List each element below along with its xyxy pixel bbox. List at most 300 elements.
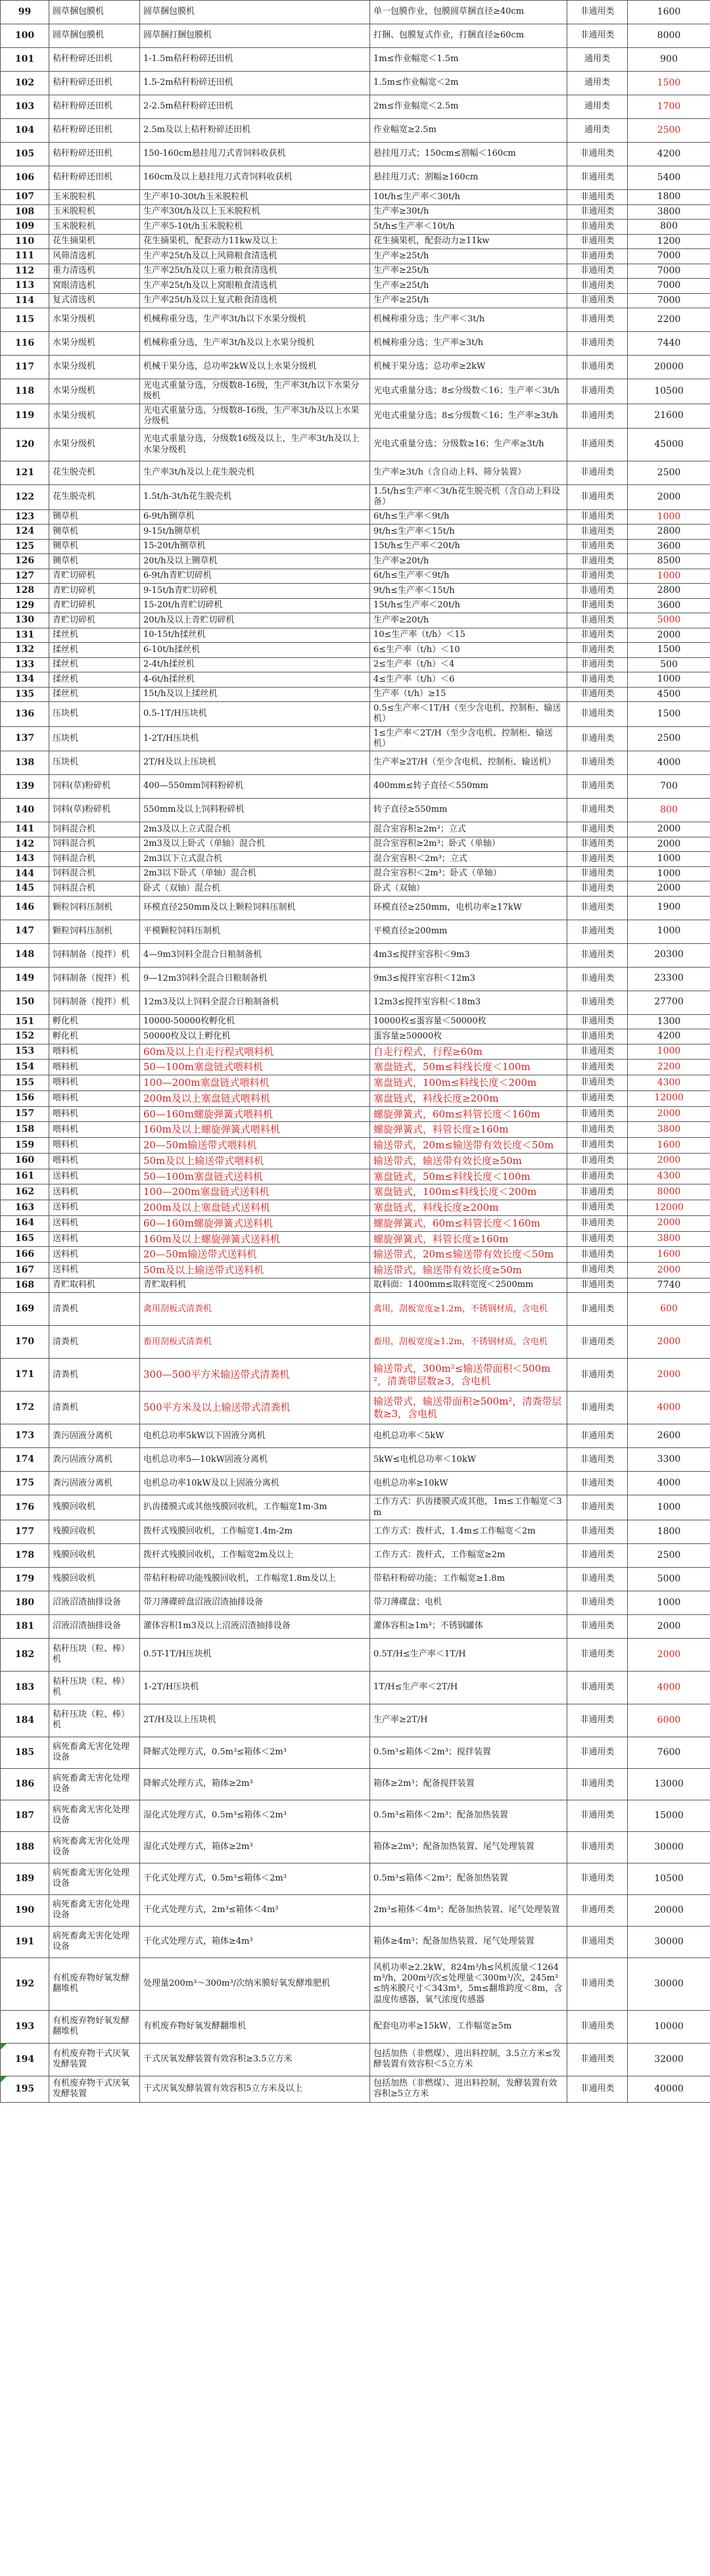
table-row bbox=[1, 1926, 710, 1957]
universal-type: 非通用类 bbox=[567, 2010, 628, 2043]
universal-type: 非通用类 bbox=[567, 143, 628, 166]
machine-category: 揉丝机 bbox=[49, 672, 140, 688]
universal-type: 非通用类 bbox=[567, 598, 628, 613]
table-row bbox=[1, 1169, 710, 1184]
grade-name: 20—50m输送带式送料机 bbox=[140, 1247, 370, 1263]
basic-spec: 12m3≤搅拌室容积＜18m3 bbox=[370, 991, 567, 1014]
subsidy-amount: 4300 bbox=[628, 1169, 710, 1184]
subsidy-amount: 600 bbox=[628, 1293, 710, 1326]
basic-spec: 10t/h≤生产率＜30t/h bbox=[370, 190, 567, 205]
grade-name: 1-2T/H压块机 bbox=[140, 726, 370, 751]
table-row bbox=[1, 190, 710, 205]
basic-spec: 包括加热（非燃煤）、进出料控制，3.5立方米≤发酵装置有效容积＜5立方米 bbox=[370, 2043, 567, 2076]
grade-name: 9-15t/h铡草机 bbox=[140, 525, 370, 540]
machine-category: 揉丝机 bbox=[49, 687, 140, 702]
basic-spec: 输送带式，输送带面积≥500m²，清粪带层数≥3，含电机 bbox=[370, 1392, 567, 1424]
table-row bbox=[1, 1567, 710, 1591]
machine-category: 病死畜禽无害化处理设备 bbox=[49, 1768, 140, 1800]
grade-name: 干化式处理方式，箱体≥4m³ bbox=[140, 1926, 370, 1957]
universal-type: 非通用类 bbox=[567, 1543, 628, 1567]
grade-name: 环模直径250mm及以上颗粒饲料压制机 bbox=[140, 896, 370, 920]
grade-name: 300—500平方米输送带式清粪机 bbox=[140, 1359, 370, 1392]
machine-category: 压块机 bbox=[49, 726, 140, 751]
subsidy-amount: 7000 bbox=[628, 249, 710, 264]
table-row bbox=[1, 943, 710, 967]
basic-spec: 打捆、包膜复式作业，打捆直径≥60cm bbox=[370, 24, 567, 48]
subsidy-amount: 7000 bbox=[628, 293, 710, 308]
grade-name: 湿化式处理方式，0.5m³≤箱体＜2m³ bbox=[140, 1800, 370, 1831]
basic-spec: 1m≤作业幅宽＜1.5m bbox=[370, 48, 567, 72]
subsidy-amount: 8000 bbox=[628, 24, 710, 48]
grade-name: 20—50m输送带式喂料机 bbox=[140, 1138, 370, 1154]
universal-type: 非通用类 bbox=[567, 1567, 628, 1591]
grade-name: 机械称重分选，生产率3t/h及以上水果分级机 bbox=[140, 332, 370, 356]
grade-name: 2-4t/h揉丝机 bbox=[140, 657, 370, 672]
row-number: 112 bbox=[1, 264, 49, 279]
basic-spec: 9t/h≤生产率＜15t/h bbox=[370, 584, 567, 599]
universal-type: 非通用类 bbox=[567, 1326, 628, 1359]
subsidy-amount: 1700 bbox=[628, 95, 710, 119]
table-row bbox=[1, 569, 710, 584]
subsidy-amount: 2500 bbox=[628, 1543, 710, 1567]
table-row bbox=[1, 24, 710, 48]
grade-name: 1-2T/H压块机 bbox=[140, 1671, 370, 1704]
row-number: 149 bbox=[1, 967, 49, 991]
table-row bbox=[1, 1215, 710, 1231]
subsidy-amount: 20000 bbox=[628, 1894, 710, 1926]
basic-spec: 混合室容积＜2m³；卧式（单轴） bbox=[370, 866, 567, 881]
universal-type: 非通用类 bbox=[567, 613, 628, 628]
grade-name: 卧式（双轴）混合机 bbox=[140, 881, 370, 897]
machine-category: 压块机 bbox=[49, 751, 140, 775]
machine-category: 粪污固液分离机 bbox=[49, 1472, 140, 1495]
basic-spec: 0.5m³≤箱体＜2m³；配备加热装置 bbox=[370, 1863, 567, 1894]
subsidy-amount: 2000 bbox=[628, 822, 710, 837]
grade-name: 2T/H及以上压块机 bbox=[140, 1704, 370, 1737]
row-number: 163 bbox=[1, 1200, 49, 1216]
table-row bbox=[1, 837, 710, 852]
subsidy-amount: 1000 bbox=[628, 672, 710, 688]
subsidy-amount: 20300 bbox=[628, 943, 710, 967]
universal-type: 非通用类 bbox=[567, 2043, 628, 2076]
universal-type: 非通用类 bbox=[567, 822, 628, 837]
universal-type: 非通用类 bbox=[567, 220, 628, 235]
table-row bbox=[1, 1247, 710, 1263]
table-row bbox=[1, 613, 710, 628]
table-row bbox=[1, 672, 710, 688]
table-body bbox=[1, 1, 710, 2103]
row-number: 124 bbox=[1, 525, 49, 540]
subsidy-amount: 27700 bbox=[628, 991, 710, 1014]
machine-category: 秸秆压块（粒、棒）机 bbox=[49, 1638, 140, 1671]
subsidy-amount: 1200 bbox=[628, 234, 710, 249]
subsidy-amount: 3600 bbox=[628, 539, 710, 554]
grade-name: 60—160m螺旋弹簧式送料机 bbox=[140, 1215, 370, 1231]
subsidy-amount: 6000 bbox=[628, 1704, 710, 1737]
basic-spec: 机械称重分选；生产率＜3t/h bbox=[370, 308, 567, 332]
subsidy-amount: 7600 bbox=[628, 1737, 710, 1768]
basic-spec: 5t/h≤生产率＜10t/h bbox=[370, 220, 567, 235]
universal-type: 非通用类 bbox=[567, 672, 628, 688]
row-number: 145 bbox=[1, 881, 49, 897]
universal-type: 非通用类 bbox=[567, 751, 628, 775]
machine-category: 喂料机 bbox=[49, 1044, 140, 1060]
grade-name: 干式厌氧发酵装置有效容积5立方米及以上 bbox=[140, 2076, 370, 2102]
basic-spec: 4≤生产率（t/h）＜6 bbox=[370, 672, 567, 688]
subsidy-amount: 2000 bbox=[628, 628, 710, 643]
machine-category: 病死畜禽无害化处理设备 bbox=[49, 1863, 140, 1894]
basic-spec: 10000枚≤蛋容量＜50000枚 bbox=[370, 1014, 567, 1029]
basic-spec: 包括加热（非燃煤）、进出料控制，发酵装置有效容积≥5立方米 bbox=[370, 2076, 567, 2102]
subsidy-amount: 7000 bbox=[628, 264, 710, 279]
row-number: 101 bbox=[1, 48, 49, 72]
basic-spec: 输送带式，输送带有效长度≥50m bbox=[370, 1263, 567, 1278]
subsidy-amount: 4000 bbox=[628, 1392, 710, 1424]
basic-spec: 9t/h≤生产率＜15t/h bbox=[370, 525, 567, 540]
row-number: 147 bbox=[1, 920, 49, 943]
universal-type: 非通用类 bbox=[567, 1448, 628, 1472]
universal-type: 通用类 bbox=[567, 119, 628, 143]
table-row bbox=[1, 204, 710, 220]
row-number: 153 bbox=[1, 1044, 49, 1060]
grade-name: 60—160m螺旋弹簧式喂料机 bbox=[140, 1106, 370, 1122]
table-row bbox=[1, 1614, 710, 1638]
row-number: 133 bbox=[1, 657, 49, 672]
table-row bbox=[1, 896, 710, 920]
grade-name: 1.5-2m秸秆粉碎还田机 bbox=[140, 72, 370, 95]
machine-category: 饲料制备（搅拌）机 bbox=[49, 967, 140, 991]
subsidy-amount: 1300 bbox=[628, 1014, 710, 1029]
universal-type: 非通用类 bbox=[567, 657, 628, 672]
row-number: 115 bbox=[1, 308, 49, 332]
grade-name: 降解式处理方式，箱体≥2m³ bbox=[140, 1768, 370, 1800]
row-number: 131 bbox=[1, 628, 49, 643]
basic-spec: 卧式（双轴） bbox=[370, 881, 567, 897]
grade-name: 15t/h及以上揉丝机 bbox=[140, 687, 370, 702]
table-row bbox=[1, 726, 710, 751]
machine-category: 孵化机 bbox=[49, 1029, 140, 1044]
basic-spec: 风机功率≥2.2kW，824m³/h≤风机流量＜1264m³/h，200m³/次≤处理量＜300m³/次，245m³≤纳米膜尺寸＜343m³，5m≤翻堆跨度＜8m，含温度传感器，氧气浓度传感器 bbox=[370, 1957, 567, 2010]
universal-type: 非通用类 bbox=[567, 1614, 628, 1638]
machine-category: 花生脱壳机 bbox=[49, 485, 140, 510]
table-row bbox=[1, 461, 710, 485]
machine-category: 秸秆粉碎还田机 bbox=[49, 166, 140, 190]
subsidy-amount: 20000 bbox=[628, 356, 710, 379]
grade-name: 2m3以下立式混合机 bbox=[140, 852, 370, 867]
table-row bbox=[1, 525, 710, 540]
basic-spec: 0.5m³≤箱体＜2m³；配备加热装置 bbox=[370, 1800, 567, 1831]
row-number: 157 bbox=[1, 1106, 49, 1122]
basic-spec: 螺旋弹簧式，料管长度≥160m bbox=[370, 1231, 567, 1247]
row-number: 140 bbox=[1, 799, 49, 822]
machine-category: 花生脱壳机 bbox=[49, 461, 140, 485]
row-number: 187 bbox=[1, 1800, 49, 1831]
basic-spec: 螺旋弹簧式，60m≤料管长度＜160m bbox=[370, 1106, 567, 1122]
basic-spec: 塞盘链式，料线长度≥200m bbox=[370, 1200, 567, 1216]
row-number: 103 bbox=[1, 95, 49, 119]
table-row bbox=[1, 234, 710, 249]
universal-type: 非通用类 bbox=[567, 775, 628, 799]
row-number: 184 bbox=[1, 1704, 49, 1737]
machine-category: 饲料(草)粉碎机 bbox=[49, 799, 140, 822]
table-row bbox=[1, 643, 710, 658]
machine-category: 饲料混合机 bbox=[49, 866, 140, 881]
subsidy-amount: 2800 bbox=[628, 525, 710, 540]
universal-type: 非通用类 bbox=[567, 1138, 628, 1154]
basic-spec: 平模直径≥200mm bbox=[370, 920, 567, 943]
universal-type: 通用类 bbox=[567, 48, 628, 72]
machine-category: 秸秆粉碎还田机 bbox=[49, 95, 140, 119]
machine-category: 喂料机 bbox=[49, 1138, 140, 1154]
table-row bbox=[1, 1044, 710, 1060]
row-number: 192 bbox=[1, 1957, 49, 2010]
grade-name: 150-160cm悬挂甩刀式青饲料收获机 bbox=[140, 143, 370, 166]
machine-category: 沼液沼渣抽排设备 bbox=[49, 1614, 140, 1638]
table-row bbox=[1, 1075, 710, 1091]
subsidy-amount: 2200 bbox=[628, 308, 710, 332]
basic-spec: 1T/H≤生产率＜2T/H bbox=[370, 1671, 567, 1704]
grade-name: 50000枚及以上孵化机 bbox=[140, 1029, 370, 1044]
table-row bbox=[1, 404, 710, 429]
grade-name: 湿化式处理方式，箱体≥2m³ bbox=[140, 1831, 370, 1863]
table-row bbox=[1, 967, 710, 991]
basic-spec: 塞盘链式，100m≤料线长度＜200m bbox=[370, 1075, 567, 1091]
row-number: 167 bbox=[1, 1263, 49, 1278]
subsidy-amount: 1000 bbox=[628, 569, 710, 584]
machine-category: 喂料机 bbox=[49, 1090, 140, 1106]
row-number: 129 bbox=[1, 598, 49, 613]
universal-type: 非通用类 bbox=[567, 1060, 628, 1075]
row-number: 161 bbox=[1, 1169, 49, 1184]
basic-spec: 电机总功率≥10kW bbox=[370, 1472, 567, 1495]
machine-category: 揉丝机 bbox=[49, 657, 140, 672]
subsidy-amount: 1600 bbox=[628, 1, 710, 24]
table-row bbox=[1, 584, 710, 599]
machine-category: 喂料机 bbox=[49, 1106, 140, 1122]
grade-name: 带秸秆粉碎功能残膜回收机，工作幅宽1.8m及以上 bbox=[140, 1567, 370, 1591]
subsidy-amount: 2000 bbox=[628, 1638, 710, 1671]
row-number: 164 bbox=[1, 1215, 49, 1231]
subsidy-amount: 2500 bbox=[628, 119, 710, 143]
subsidy-amount: 3800 bbox=[628, 204, 710, 220]
universal-type: 非通用类 bbox=[567, 234, 628, 249]
grade-name: 2T/H及以上压块机 bbox=[140, 751, 370, 775]
basic-spec: 螺旋弹簧式，60m≤料管长度＜160m bbox=[370, 1215, 567, 1231]
table-row bbox=[1, 332, 710, 356]
subsidy-amount: 2800 bbox=[628, 584, 710, 599]
basic-spec: 输送带式，20m≤输送带有效长度＜50m bbox=[370, 1138, 567, 1154]
universal-type: 非通用类 bbox=[567, 837, 628, 852]
grade-name: 圆草捆包膜机 bbox=[140, 1, 370, 24]
machine-category: 青贮取料机 bbox=[49, 1278, 140, 1293]
machine-category: 清粪机 bbox=[49, 1359, 140, 1392]
basic-spec: 生产率≥25t/h bbox=[370, 249, 567, 264]
machine-category: 玉米脱粒机 bbox=[49, 220, 140, 235]
subsidy-amount: 40000 bbox=[628, 2076, 710, 2102]
subsidy-amount: 3800 bbox=[628, 1231, 710, 1247]
row-number: 148 bbox=[1, 943, 49, 967]
universal-type: 非通用类 bbox=[567, 1472, 628, 1495]
basic-spec: 生产率（t/h）≥15 bbox=[370, 687, 567, 702]
subsidy-amount: 8000 bbox=[628, 1184, 710, 1200]
table-row bbox=[1, 1472, 710, 1495]
universal-type: 非通用类 bbox=[567, 485, 628, 510]
grade-name: 2m3及以上卧式（单轴）混合机 bbox=[140, 837, 370, 852]
table-row bbox=[1, 166, 710, 190]
table-row bbox=[1, 598, 710, 613]
table-row bbox=[1, 95, 710, 119]
machine-category: 青贮切碎机 bbox=[49, 613, 140, 628]
subsidy-amount: 4200 bbox=[628, 1029, 710, 1044]
basic-spec: 6t/h≤生产率＜9t/h bbox=[370, 569, 567, 584]
basic-spec: 混合室容积≥2m³；立式 bbox=[370, 822, 567, 837]
subsidy-amount: 1000 bbox=[628, 1495, 710, 1520]
grade-name: 机械称重分选，生产率3t/h以下水果分级机 bbox=[140, 308, 370, 332]
basic-spec: 工作方式：扒齿搂膜式或其他，1m≤工作幅宽＜3m bbox=[370, 1495, 567, 1520]
machine-category: 青贮切碎机 bbox=[49, 598, 140, 613]
universal-type: 非通用类 bbox=[567, 1293, 628, 1326]
grade-name: 100—200m塞盘链式送料机 bbox=[140, 1184, 370, 1200]
row-number: 134 bbox=[1, 672, 49, 688]
machine-category: 病死畜禽无害化处理设备 bbox=[49, 1926, 140, 1957]
basic-spec: 塞盘链式，料线长度≥200m bbox=[370, 1090, 567, 1106]
grade-name: 电机总功率10kW及以上固液分离机 bbox=[140, 1472, 370, 1495]
universal-type: 非通用类 bbox=[567, 293, 628, 308]
table-row bbox=[1, 1591, 710, 1614]
universal-type: 非通用类 bbox=[567, 1184, 628, 1200]
grade-name: 花生摘果机，配套动力11kw及以上 bbox=[140, 234, 370, 249]
grade-name: 生产率25t/h及以上重力粮食清选机 bbox=[140, 264, 370, 279]
grade-name: 1-1.5m秸秆粉碎还田机 bbox=[140, 48, 370, 72]
basic-spec: 1≤生产率＜2T/H（至少含电机、控制柜、输送机） bbox=[370, 726, 567, 751]
grade-name: 160m及以上螺旋弹簧式喂料机 bbox=[140, 1122, 370, 1138]
table-row bbox=[1, 1090, 710, 1106]
machine-category: 饲料(草)粉碎机 bbox=[49, 775, 140, 799]
machine-category: 病死畜禽无害化处理设备 bbox=[49, 1894, 140, 1926]
table-row bbox=[1, 1704, 710, 1737]
machine-category: 有机废弃物干式厌氧发酵装置 bbox=[49, 2043, 140, 2076]
table-row bbox=[1, 1326, 710, 1359]
machine-category: 玉米脱粒机 bbox=[49, 204, 140, 220]
universal-type: 非通用类 bbox=[567, 332, 628, 356]
table-row bbox=[1, 702, 710, 727]
basic-spec: 5kW≤电机总功率＜10kW bbox=[370, 1448, 567, 1472]
subsidy-amount: 7440 bbox=[628, 332, 710, 356]
table-row bbox=[1, 539, 710, 554]
machine-category: 沼液沼渣抽排设备 bbox=[49, 1591, 140, 1614]
subsidy-amount: 5000 bbox=[628, 613, 710, 628]
row-number: 136 bbox=[1, 702, 49, 727]
subsidy-amount: 1900 bbox=[628, 896, 710, 920]
basic-spec: 9m3≤搅拌室容积＜12m3 bbox=[370, 967, 567, 991]
universal-type: 非通用类 bbox=[567, 702, 628, 727]
machine-category: 残膜回收机 bbox=[49, 1520, 140, 1543]
subsidy-amount: 1500 bbox=[628, 72, 710, 95]
table-row bbox=[1, 866, 710, 881]
machine-category: 饲料混合机 bbox=[49, 881, 140, 897]
universal-type: 非通用类 bbox=[567, 1768, 628, 1800]
universal-type: 非通用类 bbox=[567, 1424, 628, 1448]
grade-name: 9-15t/h青贮切碎机 bbox=[140, 584, 370, 599]
universal-type: 非通用类 bbox=[567, 190, 628, 205]
machine-category: 花生摘果机 bbox=[49, 234, 140, 249]
machine-category: 残膜回收机 bbox=[49, 1567, 140, 1591]
universal-type: 非通用类 bbox=[567, 1263, 628, 1278]
basic-spec: 6t/h≤生产率＜9t/h bbox=[370, 509, 567, 525]
machine-category: 铡草机 bbox=[49, 554, 140, 569]
universal-type: 非通用类 bbox=[567, 1831, 628, 1863]
subsidy-amount: 12000 bbox=[628, 1090, 710, 1106]
subsidy-amount: 900 bbox=[628, 48, 710, 72]
machine-category: 青贮切碎机 bbox=[49, 569, 140, 584]
row-number: 165 bbox=[1, 1231, 49, 1247]
machine-category: 清粪机 bbox=[49, 1392, 140, 1424]
machine-category: 饲料制备（搅拌）机 bbox=[49, 991, 140, 1014]
universal-type: 非通用类 bbox=[567, 1863, 628, 1894]
row-number: 110 bbox=[1, 234, 49, 249]
machine-category: 秸秆粉碎还田机 bbox=[49, 143, 140, 166]
machine-category: 喂料机 bbox=[49, 1122, 140, 1138]
basic-spec: 塞盘链式，50m≤料线长度＜100m bbox=[370, 1169, 567, 1184]
universal-type: 非通用类 bbox=[567, 204, 628, 220]
machine-category: 水果分级机 bbox=[49, 404, 140, 429]
basic-spec: 花生摘果机，配套动力≥11kw bbox=[370, 234, 567, 249]
grade-name: 2-2.5m秸秆粉碎还田机 bbox=[140, 95, 370, 119]
row-number: 185 bbox=[1, 1737, 49, 1768]
table-row bbox=[1, 1520, 710, 1543]
table-row bbox=[1, 799, 710, 822]
grade-name: 电机总功率5—10kW固液分离机 bbox=[140, 1448, 370, 1472]
basic-spec: 2≤生产率（t/h）＜4 bbox=[370, 657, 567, 672]
subsidy-amount: 12000 bbox=[628, 1200, 710, 1216]
subsidy-amount: 2000 bbox=[628, 1326, 710, 1359]
universal-type: 非通用类 bbox=[567, 1737, 628, 1768]
table-row bbox=[1, 509, 710, 525]
universal-type: 非通用类 bbox=[567, 539, 628, 554]
table-row bbox=[1, 1138, 710, 1154]
subsidy-amount: 5400 bbox=[628, 166, 710, 190]
subsidy-amount: 15000 bbox=[628, 1800, 710, 1831]
table-row bbox=[1, 2010, 710, 2043]
subsidy-amount: 1800 bbox=[628, 190, 710, 205]
table-row bbox=[1, 751, 710, 775]
row-number: 182 bbox=[1, 1638, 49, 1671]
universal-type: 非通用类 bbox=[567, 967, 628, 991]
basic-spec: 2m≤作业幅宽＜2.5m bbox=[370, 95, 567, 119]
row-number: 122 bbox=[1, 485, 49, 510]
grade-name: 9—12m3饲料全混合日粮制备机 bbox=[140, 967, 370, 991]
table-row bbox=[1, 1153, 710, 1169]
grade-name: 160cm及以上悬挂甩刀式青饲料收获机 bbox=[140, 166, 370, 190]
universal-type: 非通用类 bbox=[567, 1044, 628, 1060]
table-row bbox=[1, 1278, 710, 1293]
grade-name: 6-9t/h铡草机 bbox=[140, 509, 370, 525]
basic-spec: 禽用，刮板宽度≥1.2m，不锈钢材质，含电机 bbox=[370, 1293, 567, 1326]
grade-name: 2.5m及以上秸秆粉碎还田机 bbox=[140, 119, 370, 143]
subsidy-amount: 2500 bbox=[628, 461, 710, 485]
universal-type: 非通用类 bbox=[567, 461, 628, 485]
row-number: 143 bbox=[1, 852, 49, 867]
subsidy-amount: 700 bbox=[628, 775, 710, 799]
subsidy-amount: 1000 bbox=[628, 866, 710, 881]
machine-category: 水果分级机 bbox=[49, 379, 140, 404]
basic-spec: 1.5m≤作业幅宽＜2m bbox=[370, 72, 567, 95]
basic-spec: 生产率≥30t/h bbox=[370, 204, 567, 220]
machine-category: 病死畜禽无害化处理设备 bbox=[49, 1800, 140, 1831]
machine-category: 秸秆粉碎还田机 bbox=[49, 72, 140, 95]
row-number: 99 bbox=[1, 1, 49, 24]
subsidy-amount: 1600 bbox=[628, 1138, 710, 1154]
